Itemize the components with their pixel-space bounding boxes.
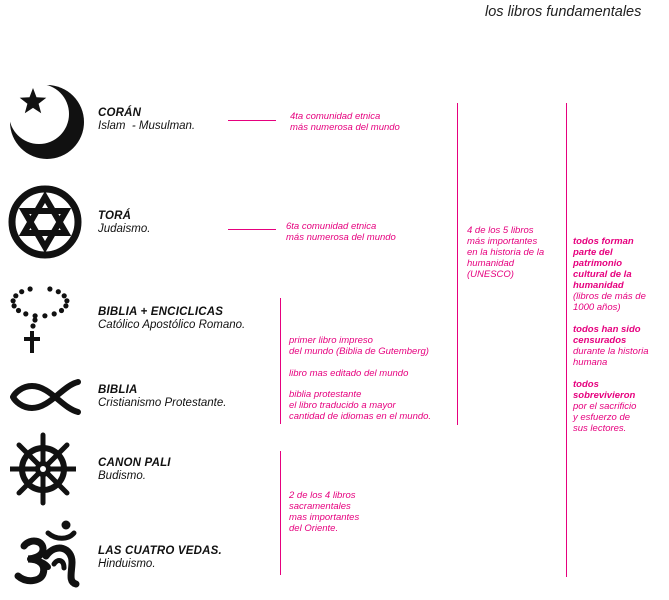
note-oriente: 2 de los 4 libros sacramentales mas importantes del Oriente.	[289, 490, 360, 534]
rosary-icon	[8, 284, 72, 356]
book-title-coran: CORÁN	[98, 107, 142, 119]
om-icon	[10, 520, 86, 592]
book-title-canon-pali: CANON PALI	[98, 457, 171, 469]
bracket-todos	[566, 103, 567, 577]
book-title-vedas: LAS CUATRO VEDAS.	[98, 545, 222, 557]
book-subtitle-protestante: Cristianismo Protestante.	[98, 397, 227, 409]
bracket-cristianos	[280, 298, 281, 424]
note-patrimonio	[573, 236, 667, 313]
book-subtitle-coran: Islam - Musulman.	[98, 120, 196, 132]
note-biblia-editado: libro mas editado del mundo	[289, 368, 409, 379]
star-of-david-icon	[8, 185, 82, 259]
note-patrimonio-normal: (libros de más de 1000 años)	[573, 291, 646, 313]
book-title-biblia-enciclicas: BIBLIA + ENCICLICAS	[98, 306, 224, 318]
book-title-biblia: BIBLIA	[98, 384, 138, 396]
note-unesco: 4 de los 5 libros más importantes en la historia de la humanidad (UNESCO)	[467, 225, 545, 280]
note-censurados-normal: durante la historia humana	[573, 346, 649, 368]
book-subtitle-hinduismo: Hinduismo.	[98, 558, 156, 570]
note-tora: 6ta comunidad etnica más numerosa del mundo	[286, 221, 396, 243]
note-censurados	[573, 324, 667, 368]
bracket-unesco	[457, 103, 458, 425]
right-notes	[573, 236, 667, 445]
bracket-oriente	[280, 451, 281, 575]
note-patrimonio-bold: todos forman parte del patrimonio cultural de la humanidad	[573, 236, 634, 291]
note-censurados-bold: todos han sido censurados	[573, 324, 641, 346]
book-title-tora: TORÁ	[98, 210, 132, 222]
note-biblia-gutemberg: primer libro impreso del mundo (Biblia de Gutemberg)	[289, 335, 429, 357]
connector-tora	[228, 229, 276, 230]
book-subtitle-catolico: Católico Apostólico Romano.	[98, 319, 246, 331]
ichthys-fish-icon	[10, 378, 84, 416]
note-coran: 4ta comunidad etnica más numerosa del mundo	[290, 111, 400, 133]
note-sobrevivieron	[573, 379, 667, 434]
book-subtitle-tora: Judaismo.	[98, 223, 151, 235]
crescent-star-icon	[6, 82, 88, 164]
dharma-wheel-icon	[10, 432, 76, 506]
note-sobrevivieron-bold: todos sobrevivieron	[573, 379, 636, 401]
note-sobrevivieron-normal: por el sacrificio y esfuerzo de sus lectores.	[573, 401, 637, 434]
book-subtitle-budismo: Budismo.	[98, 470, 146, 482]
connector-coran	[228, 120, 276, 121]
page-title: los libros fundamentales	[485, 4, 642, 20]
note-biblia-traducido: biblia protestante el libro traducido a mayor cantidad de idiomas en el mundo.	[289, 389, 432, 422]
